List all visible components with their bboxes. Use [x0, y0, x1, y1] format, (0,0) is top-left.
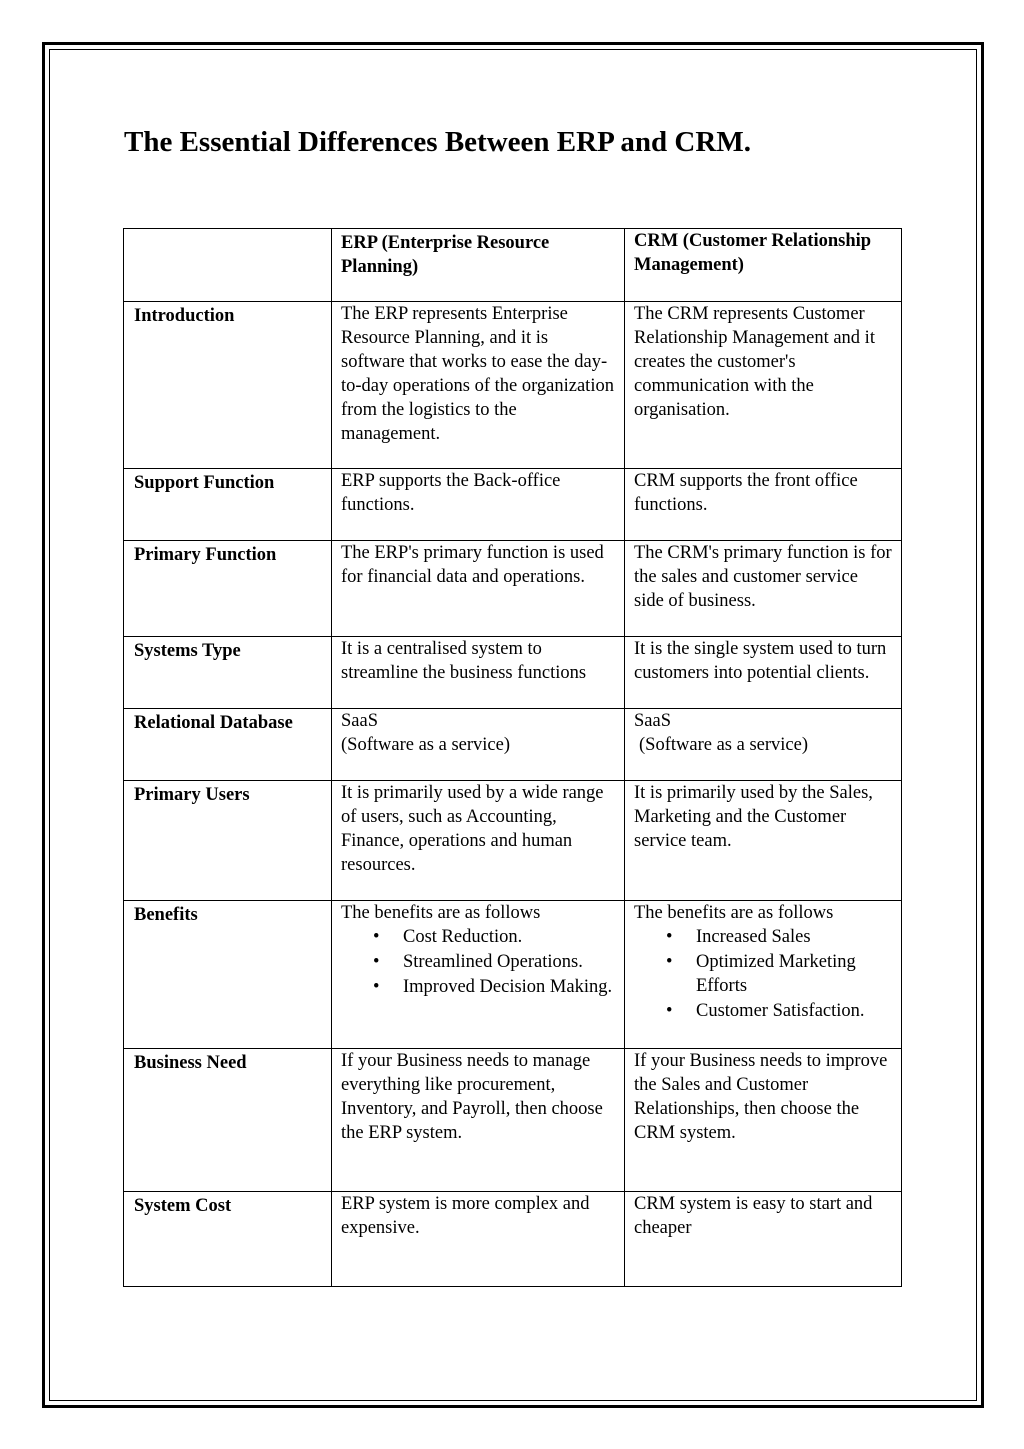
- crm-cell: The CRM's primary function is for the sales and customer service side of business.: [625, 541, 902, 637]
- benefits-list: [634, 925, 892, 1023]
- row-label: Systems Type: [124, 637, 332, 709]
- row-label: Support Function: [124, 469, 332, 541]
- header-erp: ERP (Enterprise Resource Planning): [332, 229, 625, 302]
- erp-cell: [332, 709, 625, 781]
- document-title: The Essential Differences Between ERP and CRM.: [124, 126, 751, 158]
- erp-cell: The ERP represents Enterprise Resource Planning, and it is software that works to ease the day-to-day operations of the organization from the logistics to the management.: [332, 302, 625, 469]
- row-label: Relational Database: [124, 709, 332, 781]
- table-row: [124, 1049, 902, 1192]
- erp-cell: It is a centralised system to streamline the business functions: [332, 637, 625, 709]
- row-label: Primary Users: [124, 781, 332, 901]
- crm-cell: CRM system is easy to start and cheaper: [625, 1192, 902, 1287]
- row-label: System Cost: [124, 1192, 332, 1287]
- benefits-list: [341, 925, 615, 999]
- crm-cell: If your Business needs to improve the Sales and Customer Relationships, then choose the CRM system.: [625, 1049, 902, 1192]
- crm-cell: It is primarily used by the Sales, Marketing and the Customer service team.: [625, 781, 902, 901]
- table-row: [124, 901, 902, 1049]
- erp-cell: It is primarily used by a wide range of users, such as Accounting, Finance, operations and human resources.: [332, 781, 625, 901]
- list-item: • Increased Sales: [696, 925, 892, 949]
- crm-cell-line: (Software as a service): [639, 735, 808, 755]
- list-item: • Cost Reduction.: [403, 925, 615, 949]
- crm-cell: It is the single system used to turn customers into potential clients.: [625, 637, 902, 709]
- list-item: • Optimized Marketing Efforts: [696, 950, 892, 998]
- crm-cell: The CRM represents Customer Relationship Management and it creates the customer's communication with the organisation.: [625, 302, 902, 469]
- erp-cell-line: SaaS: [341, 711, 378, 731]
- table-row: [124, 781, 902, 901]
- row-label: Benefits: [124, 901, 332, 1049]
- erp-cell-line: (Software as a service): [341, 735, 510, 755]
- list-item: • Improved Decision Making.: [403, 975, 615, 999]
- benefits-intro: The benefits are as follows: [634, 903, 834, 923]
- table-row: [124, 541, 902, 637]
- row-label: Primary Function: [124, 541, 332, 637]
- erp-cell: If your Business needs to manage everything like procurement, Inventory, and Payroll, then choose the ERP system.: [332, 1049, 625, 1192]
- table-row: [124, 302, 902, 469]
- table-row: [124, 709, 902, 781]
- crm-cell: [625, 901, 902, 1049]
- header-corner-cell: [124, 229, 332, 302]
- erp-cell: ERP system is more complex and expensive.: [332, 1192, 625, 1287]
- erp-cell: ERP supports the Back-office functions.: [332, 469, 625, 541]
- erp-cell: The ERP's primary function is used for financial data and operations.: [332, 541, 625, 637]
- table-row: [124, 637, 902, 709]
- comparison-table: [123, 228, 902, 1287]
- list-item: • Streamlined Operations.: [403, 950, 615, 974]
- row-label: Introduction: [124, 302, 332, 469]
- row-label: Business Need: [124, 1049, 332, 1192]
- crm-cell: CRM supports the front office functions.: [625, 469, 902, 541]
- table-header-row: [124, 229, 902, 302]
- benefits-intro: The benefits are as follows: [341, 903, 541, 923]
- crm-cell: [625, 709, 902, 781]
- table-row: [124, 1192, 902, 1287]
- table-row: [124, 469, 902, 541]
- crm-cell-line: SaaS: [634, 711, 671, 731]
- header-crm: CRM (Customer Relationship Management): [625, 229, 902, 302]
- list-item: • Customer Satisfaction.: [696, 999, 892, 1023]
- erp-cell: [332, 901, 625, 1049]
